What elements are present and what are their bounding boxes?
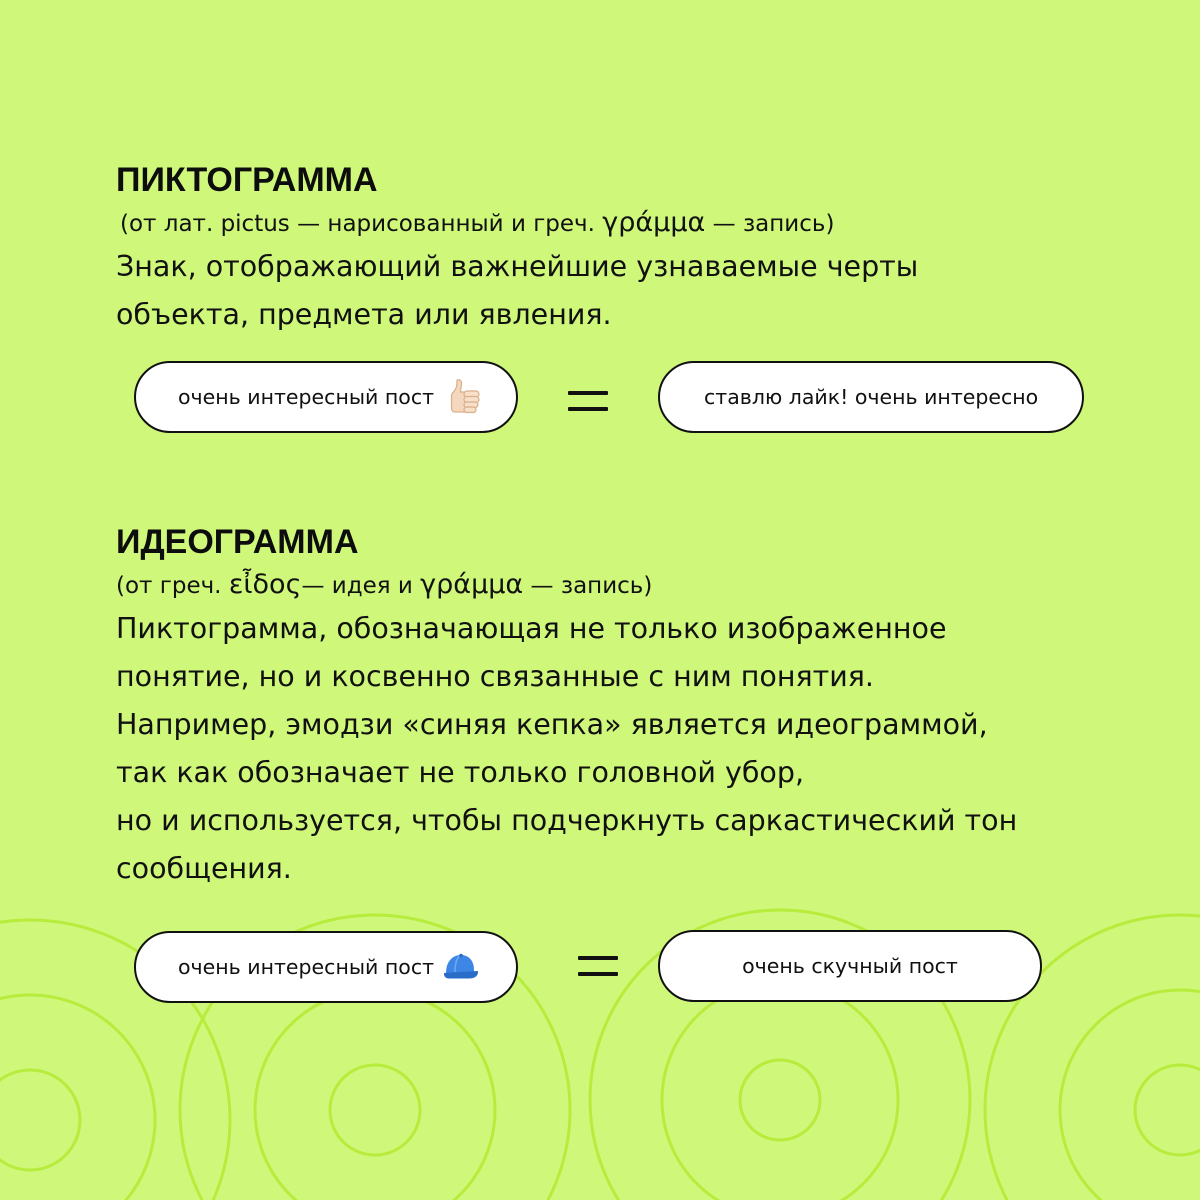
etymology-text: (от лат. pictus — нарисованный и греч. xyxy=(120,211,603,237)
thumbs-up-icon xyxy=(440,375,484,419)
pictogram-etymology xyxy=(120,208,918,239)
definition-line: так как обозначает не только головной убор, xyxy=(116,756,805,789)
pictogram-example-left xyxy=(134,361,518,433)
ideogram-definition xyxy=(116,605,1017,893)
definition-line: Пиктограмма, обозначающая не только изображенное xyxy=(116,612,947,645)
equals-sign xyxy=(578,956,618,978)
definition-line: сообщения. xyxy=(116,852,292,885)
definition-line: Знак, отображающий важнейшие узнаваемые черты xyxy=(116,250,919,283)
etymology-text: — идея и xyxy=(301,573,421,599)
definition-line: Например, эмодзи «синяя кепка» является идеограммой, xyxy=(116,708,988,741)
definition-line: объекта, предмета или явления. xyxy=(116,298,612,331)
pictogram-section xyxy=(116,162,918,339)
greek-word: εἶδος xyxy=(228,569,302,600)
greek-word: γράμμα xyxy=(420,569,524,600)
definition-line: но и используется, чтобы подчеркнуть саркастический тон xyxy=(116,804,1018,837)
ideogram-example-right xyxy=(658,930,1042,1002)
ideogram-example-left xyxy=(134,931,518,1003)
equals-sign xyxy=(568,391,608,413)
example-text: ставлю лайк! очень интересно xyxy=(704,385,1039,409)
example-text: очень скучный пост xyxy=(742,954,958,978)
pictogram-example-right xyxy=(658,361,1084,433)
greek-word: γράμμα xyxy=(602,207,706,238)
pictogram-definition xyxy=(116,243,918,339)
etymology-text: — запись) xyxy=(705,211,835,237)
ideogram-title: ИДЕОГРАММА xyxy=(116,523,359,561)
definition-line: понятие, но и косвенно связанные с ним понятия. xyxy=(116,660,874,693)
example-text: очень интересный пост xyxy=(178,385,435,409)
pictogram-title: ПИКТОГРАММА xyxy=(116,161,378,199)
blue-cap-icon xyxy=(440,952,480,982)
ideogram-etymology xyxy=(116,570,1017,601)
etymology-text: — запись) xyxy=(523,573,653,599)
etymology-text: (от греч. xyxy=(116,573,229,599)
example-text: очень интересный пост xyxy=(178,955,435,979)
ideogram-section xyxy=(116,524,1017,893)
